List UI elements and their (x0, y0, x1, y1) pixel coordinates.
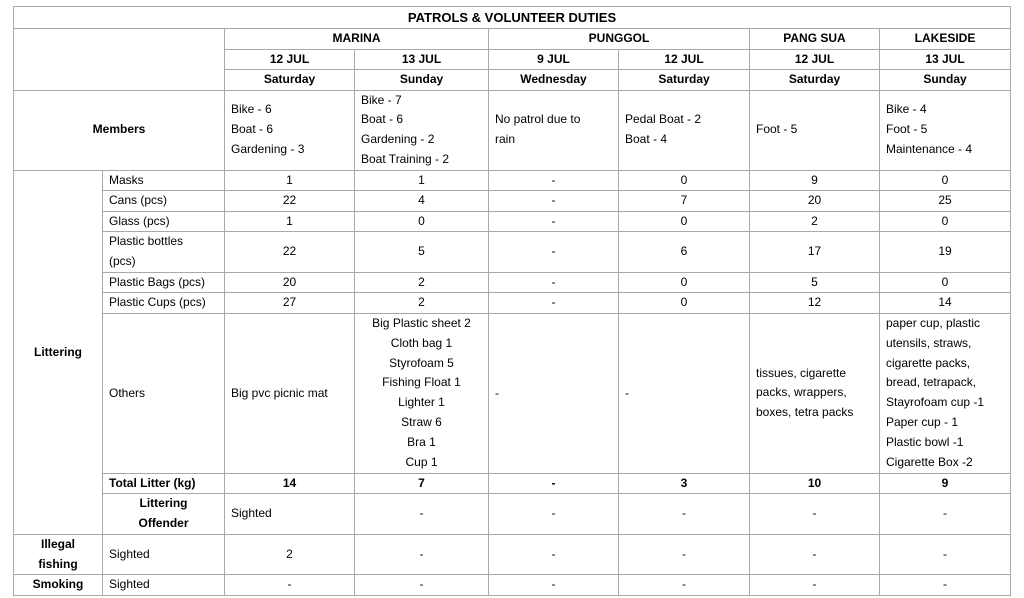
members-row (14, 90, 1011, 170)
cell-line: cigarette packs, (886, 355, 971, 370)
column-day: Saturday (750, 70, 880, 91)
table-row (14, 534, 1011, 575)
cell-line: Gardening - 3 (231, 141, 305, 156)
cell-line: Plastic bowl -1 (886, 434, 964, 449)
table-cell: 9 (880, 473, 1011, 494)
table-cell: 4 (355, 191, 489, 212)
cell-line: boxes, tetra packs (756, 405, 854, 420)
table-row (14, 191, 1011, 212)
cell-line: Styrofoam 5 (389, 355, 454, 370)
cell-line: No patrol due to (495, 112, 581, 127)
column-day: Wednesday (489, 70, 619, 91)
table-cell: 3 (619, 473, 750, 494)
column-date: 12 JUL (225, 49, 355, 70)
cell-line: Bike - 4 (886, 102, 927, 117)
table-cell: - (619, 575, 750, 596)
cell-line: Boat - 4 (625, 132, 668, 147)
row-label: Others (103, 313, 225, 473)
column-date: 9 JUL (489, 49, 619, 70)
table-cell: 2 (355, 272, 489, 293)
table-cell: - (880, 494, 1011, 535)
cell-line: Foot - 5 (756, 122, 798, 137)
table-cell: 0 (880, 211, 1011, 232)
table-cell: 14 (225, 473, 355, 494)
table-cell: 2 (355, 293, 489, 314)
row-label: Sighted (103, 534, 225, 575)
table-cell: 2 (750, 211, 880, 232)
table-cell: - (750, 575, 880, 596)
column-date: 12 JUL (750, 49, 880, 70)
row-label: Total Litter (kg) (103, 473, 225, 494)
header-blank (14, 29, 225, 91)
table-cell: Big pvc picnic mat (225, 313, 355, 473)
members-label: Members (14, 90, 225, 170)
table-cell: - (750, 534, 880, 575)
cell-line: Bike - 6 (231, 102, 272, 117)
table-row (14, 293, 1011, 314)
table-cell: - (489, 170, 619, 191)
table-cell: - (880, 534, 1011, 575)
column-day: Saturday (225, 70, 355, 91)
table-cell: 7 (355, 473, 489, 494)
table-cell: - (489, 293, 619, 314)
table-cell: 22 (225, 232, 355, 273)
table-cell: 10 (750, 473, 880, 494)
table-cell: 20 (750, 191, 880, 212)
table-cell: 19 (880, 232, 1011, 273)
table-cell: - (225, 575, 355, 596)
column-day: Sunday (355, 70, 489, 91)
table-row (14, 575, 1011, 596)
members-cell (489, 90, 619, 170)
table-title: PATROLS & VOLUNTEER DUTIES (14, 7, 1011, 29)
table-cell: 22 (225, 191, 355, 212)
cell-line: rain (495, 132, 516, 147)
members-cell (225, 90, 355, 170)
table-cell: 0 (880, 272, 1011, 293)
column-date: 13 JUL (355, 49, 489, 70)
cell-line: packs, wrappers, (756, 385, 847, 400)
column-date: 13 JUL (880, 49, 1011, 70)
cell-line: Bra 1 (407, 434, 436, 449)
row-label: Plastic Cups (pcs) (103, 293, 225, 314)
cell-line: Pedal Boat - 2 (625, 112, 702, 127)
cell-line: Illegal (40, 536, 75, 551)
members-cell (355, 90, 489, 170)
littering-category: Littering (14, 170, 103, 534)
cell-line: Cloth bag 1 (390, 335, 453, 350)
cell-line: (pcs) (109, 253, 136, 268)
cell-line: Straw 6 (401, 415, 442, 430)
row-label: Masks (103, 170, 225, 191)
cell-line: Bike - 7 (361, 92, 402, 107)
table-cell: 0 (619, 272, 750, 293)
cell-line: Big Plastic sheet 2 (372, 316, 471, 331)
table-cell: - (750, 494, 880, 535)
table-cell: 14 (880, 293, 1011, 314)
members-cell (750, 90, 880, 170)
table-cell: 1 (225, 211, 355, 232)
cell-line: Littering (139, 496, 188, 511)
table-cell (355, 313, 489, 473)
table-cell: 2 (225, 534, 355, 575)
table-cell: - (619, 534, 750, 575)
table-row (14, 170, 1011, 191)
table-cell: 25 (880, 191, 1011, 212)
cell-line: Maintenance - 4 (886, 141, 973, 156)
table-cell (750, 313, 880, 473)
offence-category: Smoking (14, 575, 103, 596)
table-cell: - (489, 473, 619, 494)
table-cell: 27 (225, 293, 355, 314)
location-lakeside: LAKESIDE (880, 29, 1011, 50)
table-cell: - (489, 232, 619, 273)
table-cell: - (489, 313, 619, 473)
patrol-duties-table (13, 6, 1011, 596)
table-cell: - (489, 191, 619, 212)
table-row (14, 211, 1011, 232)
column-day: Saturday (619, 70, 750, 91)
table-cell: - (880, 575, 1011, 596)
table-cell: - (489, 211, 619, 232)
table-cell: - (355, 575, 489, 596)
column-date: 12 JUL (619, 49, 750, 70)
cell-line: Lighter 1 (398, 395, 445, 410)
cell-line: Fishing Float 1 (382, 375, 461, 390)
table-cell: - (489, 575, 619, 596)
column-day: Sunday (880, 70, 1011, 91)
table-cell: 0 (880, 170, 1011, 191)
table-cell: 12 (750, 293, 880, 314)
table-cell: - (489, 494, 619, 535)
cell-line: Boat Training - 2 (361, 151, 450, 166)
table-row (14, 232, 1011, 273)
cell-line: paper cup, plastic (886, 316, 981, 331)
cell-line: Boat - 6 (231, 122, 274, 137)
row-label: Sighted (225, 494, 355, 535)
row-label: Sighted (103, 575, 225, 596)
table-cell: 20 (225, 272, 355, 293)
table-row (14, 494, 1011, 535)
table-cell: - (619, 494, 750, 535)
row-label (103, 232, 225, 273)
cell-line: fishing (38, 556, 78, 571)
table-cell: 0 (619, 170, 750, 191)
cell-line: Paper cup - 1 (886, 415, 959, 430)
table-cell: 5 (750, 272, 880, 293)
table-cell: 0 (619, 211, 750, 232)
cell-line: Cigarette Box -2 (886, 454, 973, 469)
members-cell (619, 90, 750, 170)
table-row (14, 272, 1011, 293)
table-row (14, 313, 1011, 473)
cell-line: Plastic bottles (109, 234, 184, 249)
table-cell: 1 (225, 170, 355, 191)
cell-line: tissues, cigarette (756, 365, 847, 380)
table-cell: - (619, 313, 750, 473)
table-cell: 9 (750, 170, 880, 191)
table-cell: 6 (619, 232, 750, 273)
table-cell: 0 (619, 293, 750, 314)
table-cell: - (355, 534, 489, 575)
offence-category (14, 534, 103, 575)
table-cell: - (489, 272, 619, 293)
location-marina: MARINA (225, 29, 489, 50)
location-punggol: PUNGGOL (489, 29, 750, 50)
cell-line: Stayrofoam cup -1 (886, 395, 985, 410)
cell-line: bread, tetrapack, (886, 375, 977, 390)
row-label: Cans (pcs) (103, 191, 225, 212)
cell-line: Boat - 6 (361, 112, 404, 127)
cell-line: Cup 1 (405, 454, 438, 469)
cell-line: Offender (138, 516, 189, 531)
cell-line: Foot - 5 (886, 122, 928, 137)
table-cell: 0 (355, 211, 489, 232)
offence-category (103, 494, 225, 535)
location-pang-sua: PANG SUA (750, 29, 880, 50)
table-cell: 7 (619, 191, 750, 212)
total-row (14, 473, 1011, 494)
table-cell (880, 313, 1011, 473)
row-label: Plastic Bags (pcs) (103, 272, 225, 293)
cell-line: utensils, straws, (886, 335, 972, 350)
table-cell: - (355, 494, 489, 535)
table-cell: 17 (750, 232, 880, 273)
members-cell (880, 90, 1011, 170)
table-cell: - (489, 534, 619, 575)
table-cell: 1 (355, 170, 489, 191)
cell-line: Gardening - 2 (361, 132, 435, 147)
row-label: Glass (pcs) (103, 211, 225, 232)
table-cell: 5 (355, 232, 489, 273)
